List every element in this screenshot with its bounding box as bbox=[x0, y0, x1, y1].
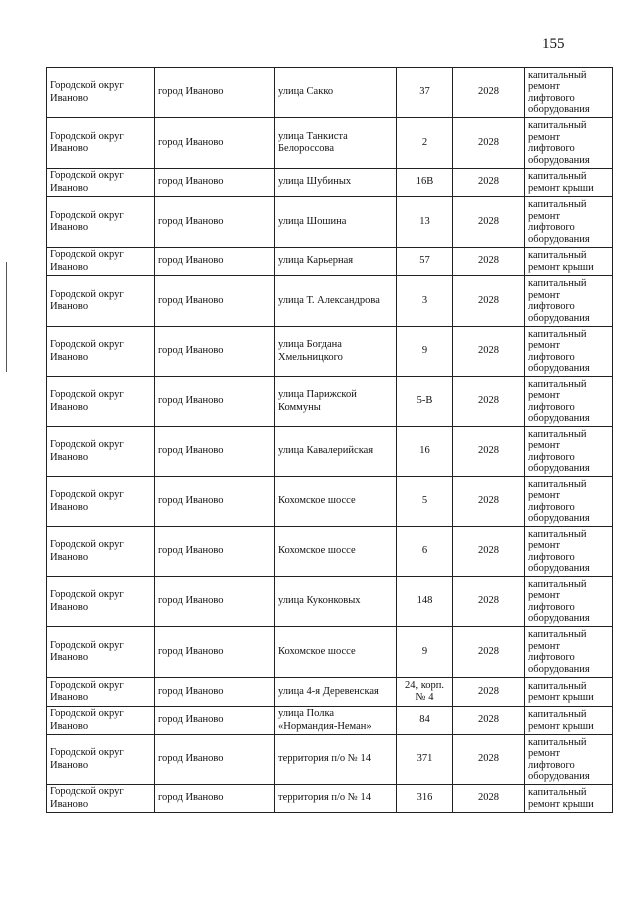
street-cell: территория п/о № 14 bbox=[275, 785, 397, 813]
house-cell: 16 bbox=[397, 427, 453, 477]
street-cell: улица Шошина bbox=[275, 197, 397, 248]
house-cell: 84 bbox=[397, 707, 453, 735]
house-cell: 24, корп. № 4 bbox=[397, 678, 453, 707]
city-cell: город Иваново bbox=[155, 276, 275, 327]
okrug-cell: Городской округ Иваново bbox=[47, 197, 155, 248]
year-cell: 2028 bbox=[453, 627, 525, 678]
okrug-cell: Городской округ Иваново bbox=[47, 735, 155, 785]
street-cell: улица Шубиных bbox=[275, 169, 397, 197]
table-row bbox=[47, 627, 613, 678]
work-type-cell: капитальный ремонт крыши bbox=[525, 785, 613, 813]
city-cell: город Иваново bbox=[155, 68, 275, 118]
street-cell: улица Куконковых bbox=[275, 577, 397, 627]
work-type-cell: капитальный ремонт лифтового оборудования bbox=[525, 477, 613, 527]
work-type-cell: капитальный ремонт крыши bbox=[525, 707, 613, 735]
street-cell: территория п/о № 14 bbox=[275, 735, 397, 785]
city-cell: город Иваново bbox=[155, 735, 275, 785]
street-cell: Кохомское шоссе bbox=[275, 527, 397, 577]
table-row bbox=[47, 197, 613, 248]
city-cell: город Иваново bbox=[155, 577, 275, 627]
city-cell: город Иваново bbox=[155, 678, 275, 707]
city-cell: город Иваново bbox=[155, 197, 275, 248]
work-type-cell: капитальный ремонт крыши bbox=[525, 169, 613, 197]
okrug-cell: Городской округ Иваново bbox=[47, 248, 155, 276]
okrug-cell: Городской округ Иваново bbox=[47, 427, 155, 477]
okrug-cell: Городской округ Иваново bbox=[47, 577, 155, 627]
work-type-cell: капитальный ремонт крыши bbox=[525, 248, 613, 276]
street-cell: Кохомское шоссе bbox=[275, 477, 397, 527]
okrug-cell: Городской округ Иваново bbox=[47, 627, 155, 678]
work-type-cell: капитальный ремонт лифтового оборудования bbox=[525, 427, 613, 477]
city-cell: город Иваново bbox=[155, 785, 275, 813]
city-cell: город Иваново bbox=[155, 248, 275, 276]
city-cell: город Иваново bbox=[155, 377, 275, 427]
street-cell: улица Богдана Хмельницкого bbox=[275, 327, 397, 377]
work-type-cell: капитальный ремонт лифтового оборудования bbox=[525, 377, 613, 427]
year-cell: 2028 bbox=[453, 477, 525, 527]
okrug-cell: Городской округ Иваново bbox=[47, 707, 155, 735]
work-type-cell: капитальный ремонт лифтового оборудования bbox=[525, 276, 613, 327]
table-row bbox=[47, 169, 613, 197]
page-number: 155 bbox=[542, 36, 565, 52]
house-cell: 371 bbox=[397, 735, 453, 785]
year-cell: 2028 bbox=[453, 785, 525, 813]
house-cell: 13 bbox=[397, 197, 453, 248]
table-row bbox=[47, 427, 613, 477]
city-cell: город Иваново bbox=[155, 527, 275, 577]
work-type-cell: капитальный ремонт лифтового оборудования bbox=[525, 118, 613, 169]
year-cell: 2028 bbox=[453, 377, 525, 427]
work-type-cell: капитальный ремонт лифтового оборудования bbox=[525, 68, 613, 118]
table-row bbox=[47, 118, 613, 169]
okrug-cell: Городской округ Иваново bbox=[47, 377, 155, 427]
street-cell: улица Парижской Коммуны bbox=[275, 377, 397, 427]
city-cell: город Иваново bbox=[155, 627, 275, 678]
house-cell: 3 bbox=[397, 276, 453, 327]
table-row bbox=[47, 678, 613, 707]
house-cell: 5-В bbox=[397, 377, 453, 427]
street-cell: улица Кавалерийская bbox=[275, 427, 397, 477]
house-cell: 9 bbox=[397, 627, 453, 678]
year-cell: 2028 bbox=[453, 248, 525, 276]
table-row bbox=[47, 527, 613, 577]
street-cell: улица Полка «Нормандия-Неман» bbox=[275, 707, 397, 735]
okrug-cell: Городской округ Иваново bbox=[47, 68, 155, 118]
work-type-cell: капитальный ремонт лифтового оборудования bbox=[525, 735, 613, 785]
house-cell: 9 bbox=[397, 327, 453, 377]
house-cell: 2 bbox=[397, 118, 453, 169]
year-cell: 2028 bbox=[453, 735, 525, 785]
house-cell: 57 bbox=[397, 248, 453, 276]
table-row bbox=[47, 735, 613, 785]
house-cell: 6 bbox=[397, 527, 453, 577]
year-cell: 2028 bbox=[453, 68, 525, 118]
house-cell: 16В bbox=[397, 169, 453, 197]
year-cell: 2028 bbox=[453, 327, 525, 377]
year-cell: 2028 bbox=[453, 577, 525, 627]
okrug-cell: Городской округ Иваново bbox=[47, 169, 155, 197]
city-cell: город Иваново bbox=[155, 327, 275, 377]
okrug-cell: Городской округ Иваново bbox=[47, 678, 155, 707]
city-cell: город Иваново bbox=[155, 118, 275, 169]
street-cell: Кохомское шоссе bbox=[275, 627, 397, 678]
year-cell: 2028 bbox=[453, 427, 525, 477]
year-cell: 2028 bbox=[453, 707, 525, 735]
table-row bbox=[47, 276, 613, 327]
margin-scan-line bbox=[6, 262, 7, 372]
city-cell: город Иваново bbox=[155, 169, 275, 197]
house-cell: 148 bbox=[397, 577, 453, 627]
street-cell: улица 4-я Деревенская bbox=[275, 678, 397, 707]
city-cell: город Иваново bbox=[155, 427, 275, 477]
table-row bbox=[47, 577, 613, 627]
year-cell: 2028 bbox=[453, 118, 525, 169]
work-type-cell: капитальный ремонт лифтового оборудования bbox=[525, 577, 613, 627]
year-cell: 2028 bbox=[453, 169, 525, 197]
year-cell: 2028 bbox=[453, 527, 525, 577]
city-cell: город Иваново bbox=[155, 477, 275, 527]
table-row bbox=[47, 377, 613, 427]
okrug-cell: Городской округ Иваново bbox=[47, 327, 155, 377]
street-cell: улица Сакко bbox=[275, 68, 397, 118]
street-cell: улица Танкиста Белороссова bbox=[275, 118, 397, 169]
work-type-cell: капитальный ремонт лифтового оборудования bbox=[525, 327, 613, 377]
table-row bbox=[47, 477, 613, 527]
repair-schedule-table bbox=[46, 67, 613, 813]
house-cell: 5 bbox=[397, 477, 453, 527]
okrug-cell: Городской округ Иваново bbox=[47, 785, 155, 813]
year-cell: 2028 bbox=[453, 678, 525, 707]
table-row bbox=[47, 68, 613, 118]
house-cell: 37 bbox=[397, 68, 453, 118]
year-cell: 2028 bbox=[453, 197, 525, 248]
street-cell: улица Карьерная bbox=[275, 248, 397, 276]
work-type-cell: капитальный ремонт лифтового оборудования bbox=[525, 197, 613, 248]
table-row bbox=[47, 707, 613, 735]
work-type-cell: капитальный ремонт лифтового оборудования bbox=[525, 527, 613, 577]
house-cell: 316 bbox=[397, 785, 453, 813]
city-cell: город Иваново bbox=[155, 707, 275, 735]
table-row bbox=[47, 785, 613, 813]
okrug-cell: Городской округ Иваново bbox=[47, 276, 155, 327]
street-cell: улица Т. Александрова bbox=[275, 276, 397, 327]
work-type-cell: капитальный ремонт крыши bbox=[525, 678, 613, 707]
okrug-cell: Городской округ Иваново bbox=[47, 477, 155, 527]
table-row bbox=[47, 248, 613, 276]
table-row bbox=[47, 327, 613, 377]
okrug-cell: Городской округ Иваново bbox=[47, 527, 155, 577]
work-type-cell: капитальный ремонт лифтового оборудования bbox=[525, 627, 613, 678]
okrug-cell: Городской округ Иваново bbox=[47, 118, 155, 169]
year-cell: 2028 bbox=[453, 276, 525, 327]
